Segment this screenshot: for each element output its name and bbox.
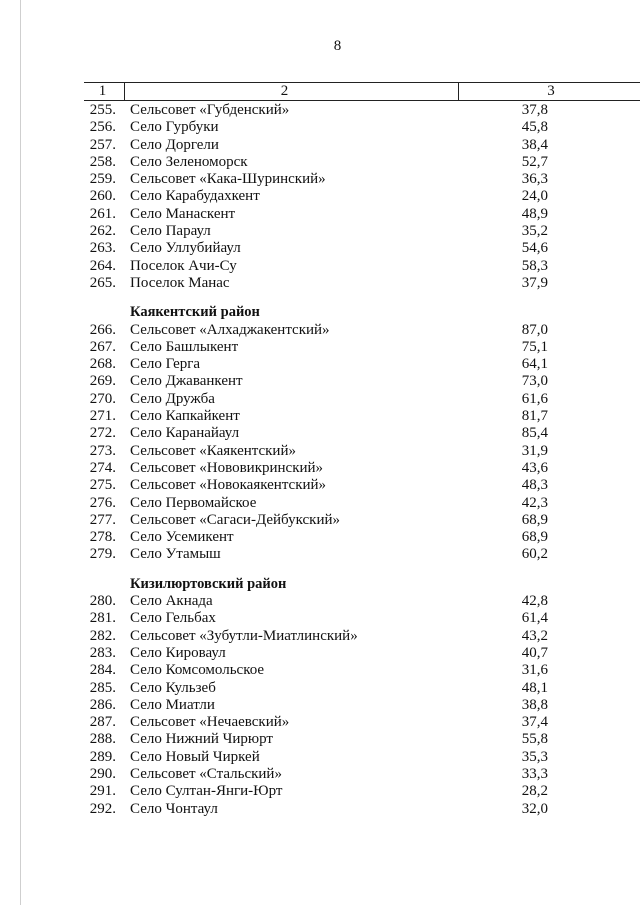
table-row <box>0 258 640 275</box>
settlement-name: Село Гурбуки <box>130 119 219 136</box>
row-number: 288. <box>89 731 116 748</box>
district-heading: Каякентский район <box>130 304 260 321</box>
table-row <box>0 529 640 546</box>
table-row <box>0 731 640 748</box>
settlement-name: Село Миатли <box>130 696 215 713</box>
row-value: 37,9 <box>521 274 548 291</box>
row-number: 257. <box>89 136 116 153</box>
settlement-name: Село Султан-Янги-Юрт <box>130 783 283 800</box>
row-number: 273. <box>89 442 116 459</box>
table-row <box>0 356 640 373</box>
settlement-name: Село Герга <box>130 356 201 373</box>
row-value: 38,8 <box>521 696 548 713</box>
row-value: 37,4 <box>521 714 548 731</box>
settlement-name: Сельсовет «Стальский» <box>130 765 282 782</box>
row-value: 52,7 <box>521 153 548 170</box>
row-number: 292. <box>89 800 116 817</box>
settlement-name: Село Карабудахкент <box>130 188 260 205</box>
row-value: 60,2 <box>521 546 548 563</box>
row-value: 48,9 <box>521 205 548 222</box>
settlement-name: Сельсовет «Зубутли-Миатлинский» <box>130 627 358 644</box>
row-number: 267. <box>89 338 116 355</box>
row-value: 85,4 <box>521 425 548 442</box>
row-value: 36,3 <box>521 171 548 188</box>
settlement-name: Сельсовет «Нечаевский» <box>130 714 290 731</box>
row-number: 289. <box>89 748 116 765</box>
row-value: 31,6 <box>521 662 548 679</box>
row-value: 48,1 <box>521 679 548 696</box>
row-value: 55,8 <box>521 731 548 748</box>
table-row <box>0 408 640 425</box>
table-row <box>0 275 640 292</box>
table-row <box>0 391 640 408</box>
settlement-name: Поселок Манас <box>130 274 230 291</box>
table-row <box>0 546 640 563</box>
table-row <box>0 628 640 645</box>
settlement-name: Село Джаванкент <box>130 373 243 390</box>
row-value: 32,0 <box>521 800 548 817</box>
row-number: 282. <box>89 627 116 644</box>
table-row <box>0 102 640 119</box>
row-value: 61,4 <box>521 610 548 627</box>
row-value: 42,3 <box>521 494 548 511</box>
settlement-name: Сельсовет «Новокаякентский» <box>130 477 327 494</box>
row-value: 31,9 <box>521 442 548 459</box>
row-value: 35,2 <box>521 223 548 240</box>
settlement-name: Село Кульзеб <box>130 679 216 696</box>
table-row <box>0 460 640 477</box>
row-number: 261. <box>89 205 116 222</box>
row-value: 42,8 <box>521 593 548 610</box>
table-row <box>0 610 640 627</box>
settlement-name: Село Капкайкент <box>130 408 240 425</box>
settlement-name: Сельсовет «Губденский» <box>130 102 290 118</box>
row-value: 68,9 <box>521 511 548 528</box>
settlement-name: Село Гельбах <box>130 610 216 627</box>
row-number: 262. <box>89 223 116 240</box>
row-value: 81,7 <box>521 408 548 425</box>
settlement-name: Село Уллубийаул <box>130 240 241 257</box>
settlement-name: Село Кироваул <box>130 644 226 661</box>
row-number: 271. <box>89 408 116 425</box>
row-value: 40,7 <box>521 644 548 661</box>
table-row <box>0 171 640 188</box>
row-number: 287. <box>89 714 116 731</box>
table-row <box>0 749 640 766</box>
row-number: 280. <box>89 593 116 610</box>
row-number: 291. <box>89 783 116 800</box>
row-value: 37,8 <box>521 102 548 118</box>
row-number: 281. <box>89 610 116 627</box>
settlement-name: Село Параул <box>130 223 211 240</box>
table-row <box>0 443 640 460</box>
district-heading: Кизилюртовский район <box>130 575 287 592</box>
table-row <box>0 801 640 818</box>
table-row <box>0 373 640 390</box>
row-number: 290. <box>89 765 116 782</box>
settlement-name: Сельсовет «Кака-Шуринский» <box>130 171 326 188</box>
settlement-name: Село Доргели <box>130 136 219 153</box>
row-number: 266. <box>89 321 116 338</box>
table-row <box>0 154 640 171</box>
settlement-name: Село Чонтаул <box>130 800 218 817</box>
table-row <box>0 512 640 529</box>
row-number: 255. <box>89 102 116 118</box>
row-value: 33,3 <box>521 765 548 782</box>
row-number: 283. <box>89 644 116 661</box>
settlement-name: Село Каранайаул <box>130 425 240 442</box>
settlement-name: Село Зеленоморск <box>130 153 248 170</box>
settlement-name: Село Акнада <box>130 593 213 610</box>
settlement-name: Сельсовет «Нововикринский» <box>130 459 324 476</box>
row-number: 277. <box>89 511 116 528</box>
row-number: 275. <box>89 477 116 494</box>
settlement-name: Село Первомайское <box>130 494 257 511</box>
row-value: 73,0 <box>521 373 548 390</box>
row-number: 258. <box>89 153 116 170</box>
table-row <box>0 477 640 494</box>
row-value: 87,0 <box>521 321 548 338</box>
row-number: 264. <box>89 257 116 274</box>
table-row <box>0 766 640 783</box>
table-row <box>0 662 640 679</box>
row-value: 38,4 <box>521 136 548 153</box>
settlement-name: Село Усемикент <box>130 529 234 546</box>
row-value: 68,9 <box>521 529 548 546</box>
row-value: 35,3 <box>521 748 548 765</box>
row-number: 274. <box>89 459 116 476</box>
settlement-name: Сельсовет «Алхаджакентский» <box>130 321 330 338</box>
table-row <box>0 137 640 154</box>
settlement-name: Село Дружба <box>130 390 215 407</box>
row-value: 43,6 <box>521 459 548 476</box>
table-row <box>0 714 640 731</box>
row-number: 260. <box>89 188 116 205</box>
settlement-name: Село Манаскент <box>130 205 236 222</box>
table-row <box>0 206 640 223</box>
table-row <box>0 119 640 136</box>
row-number: 285. <box>89 679 116 696</box>
row-value: 45,8 <box>521 119 548 136</box>
row-number: 259. <box>89 171 116 188</box>
row-value: 54,6 <box>521 240 548 257</box>
page-number: 8 <box>333 38 342 54</box>
row-value: 58,3 <box>521 257 548 274</box>
table-row <box>0 783 640 800</box>
table-row <box>0 680 640 697</box>
row-number: 265. <box>89 274 116 291</box>
table-row <box>0 339 640 356</box>
row-value: 24,0 <box>521 188 548 205</box>
table-body <box>0 102 640 818</box>
settlement-name: Село Башлыкент <box>130 338 239 355</box>
row-number: 272. <box>89 425 116 442</box>
row-number: 269. <box>89 373 116 390</box>
row-value: 61,6 <box>521 390 548 407</box>
table-row <box>0 425 640 442</box>
table-header <box>84 82 640 101</box>
row-value: 28,2 <box>521 783 548 800</box>
column-header-name: 2 <box>280 83 289 99</box>
table-row <box>0 223 640 240</box>
row-number: 278. <box>89 529 116 546</box>
table-row <box>0 697 640 714</box>
row-number: 276. <box>89 494 116 511</box>
row-number: 268. <box>89 356 116 373</box>
settlement-name: Поселок Ачи-Су <box>130 257 237 274</box>
column-header-number: 1 <box>98 83 107 99</box>
row-number: 284. <box>89 662 116 679</box>
row-value: 64,1 <box>521 356 548 373</box>
table-row <box>0 322 640 339</box>
row-number: 286. <box>89 696 116 713</box>
table-row <box>0 645 640 662</box>
table-row <box>0 495 640 512</box>
settlement-name: Село Комсомольское <box>130 662 265 679</box>
settlement-name: Село Новый Чиркей <box>130 748 260 765</box>
row-value: 75,1 <box>521 338 548 355</box>
row-number: 256. <box>89 119 116 136</box>
row-number: 263. <box>89 240 116 257</box>
row-number: 279. <box>89 546 116 563</box>
table-row <box>0 188 640 205</box>
column-header-value: 3 <box>547 83 555 99</box>
settlement-name: Село Утамыш <box>130 546 221 563</box>
table-row <box>0 593 640 610</box>
row-number: 270. <box>89 390 116 407</box>
settlement-name: Сельсовет «Сагаси-Дейбукский» <box>130 511 341 528</box>
row-value: 48,3 <box>521 477 548 494</box>
table-row <box>0 240 640 257</box>
settlement-name: Сельсовет «Каякентский» <box>130 442 296 459</box>
row-value: 43,2 <box>521 627 548 644</box>
settlement-name: Село Нижний Чирюрт <box>130 731 273 748</box>
